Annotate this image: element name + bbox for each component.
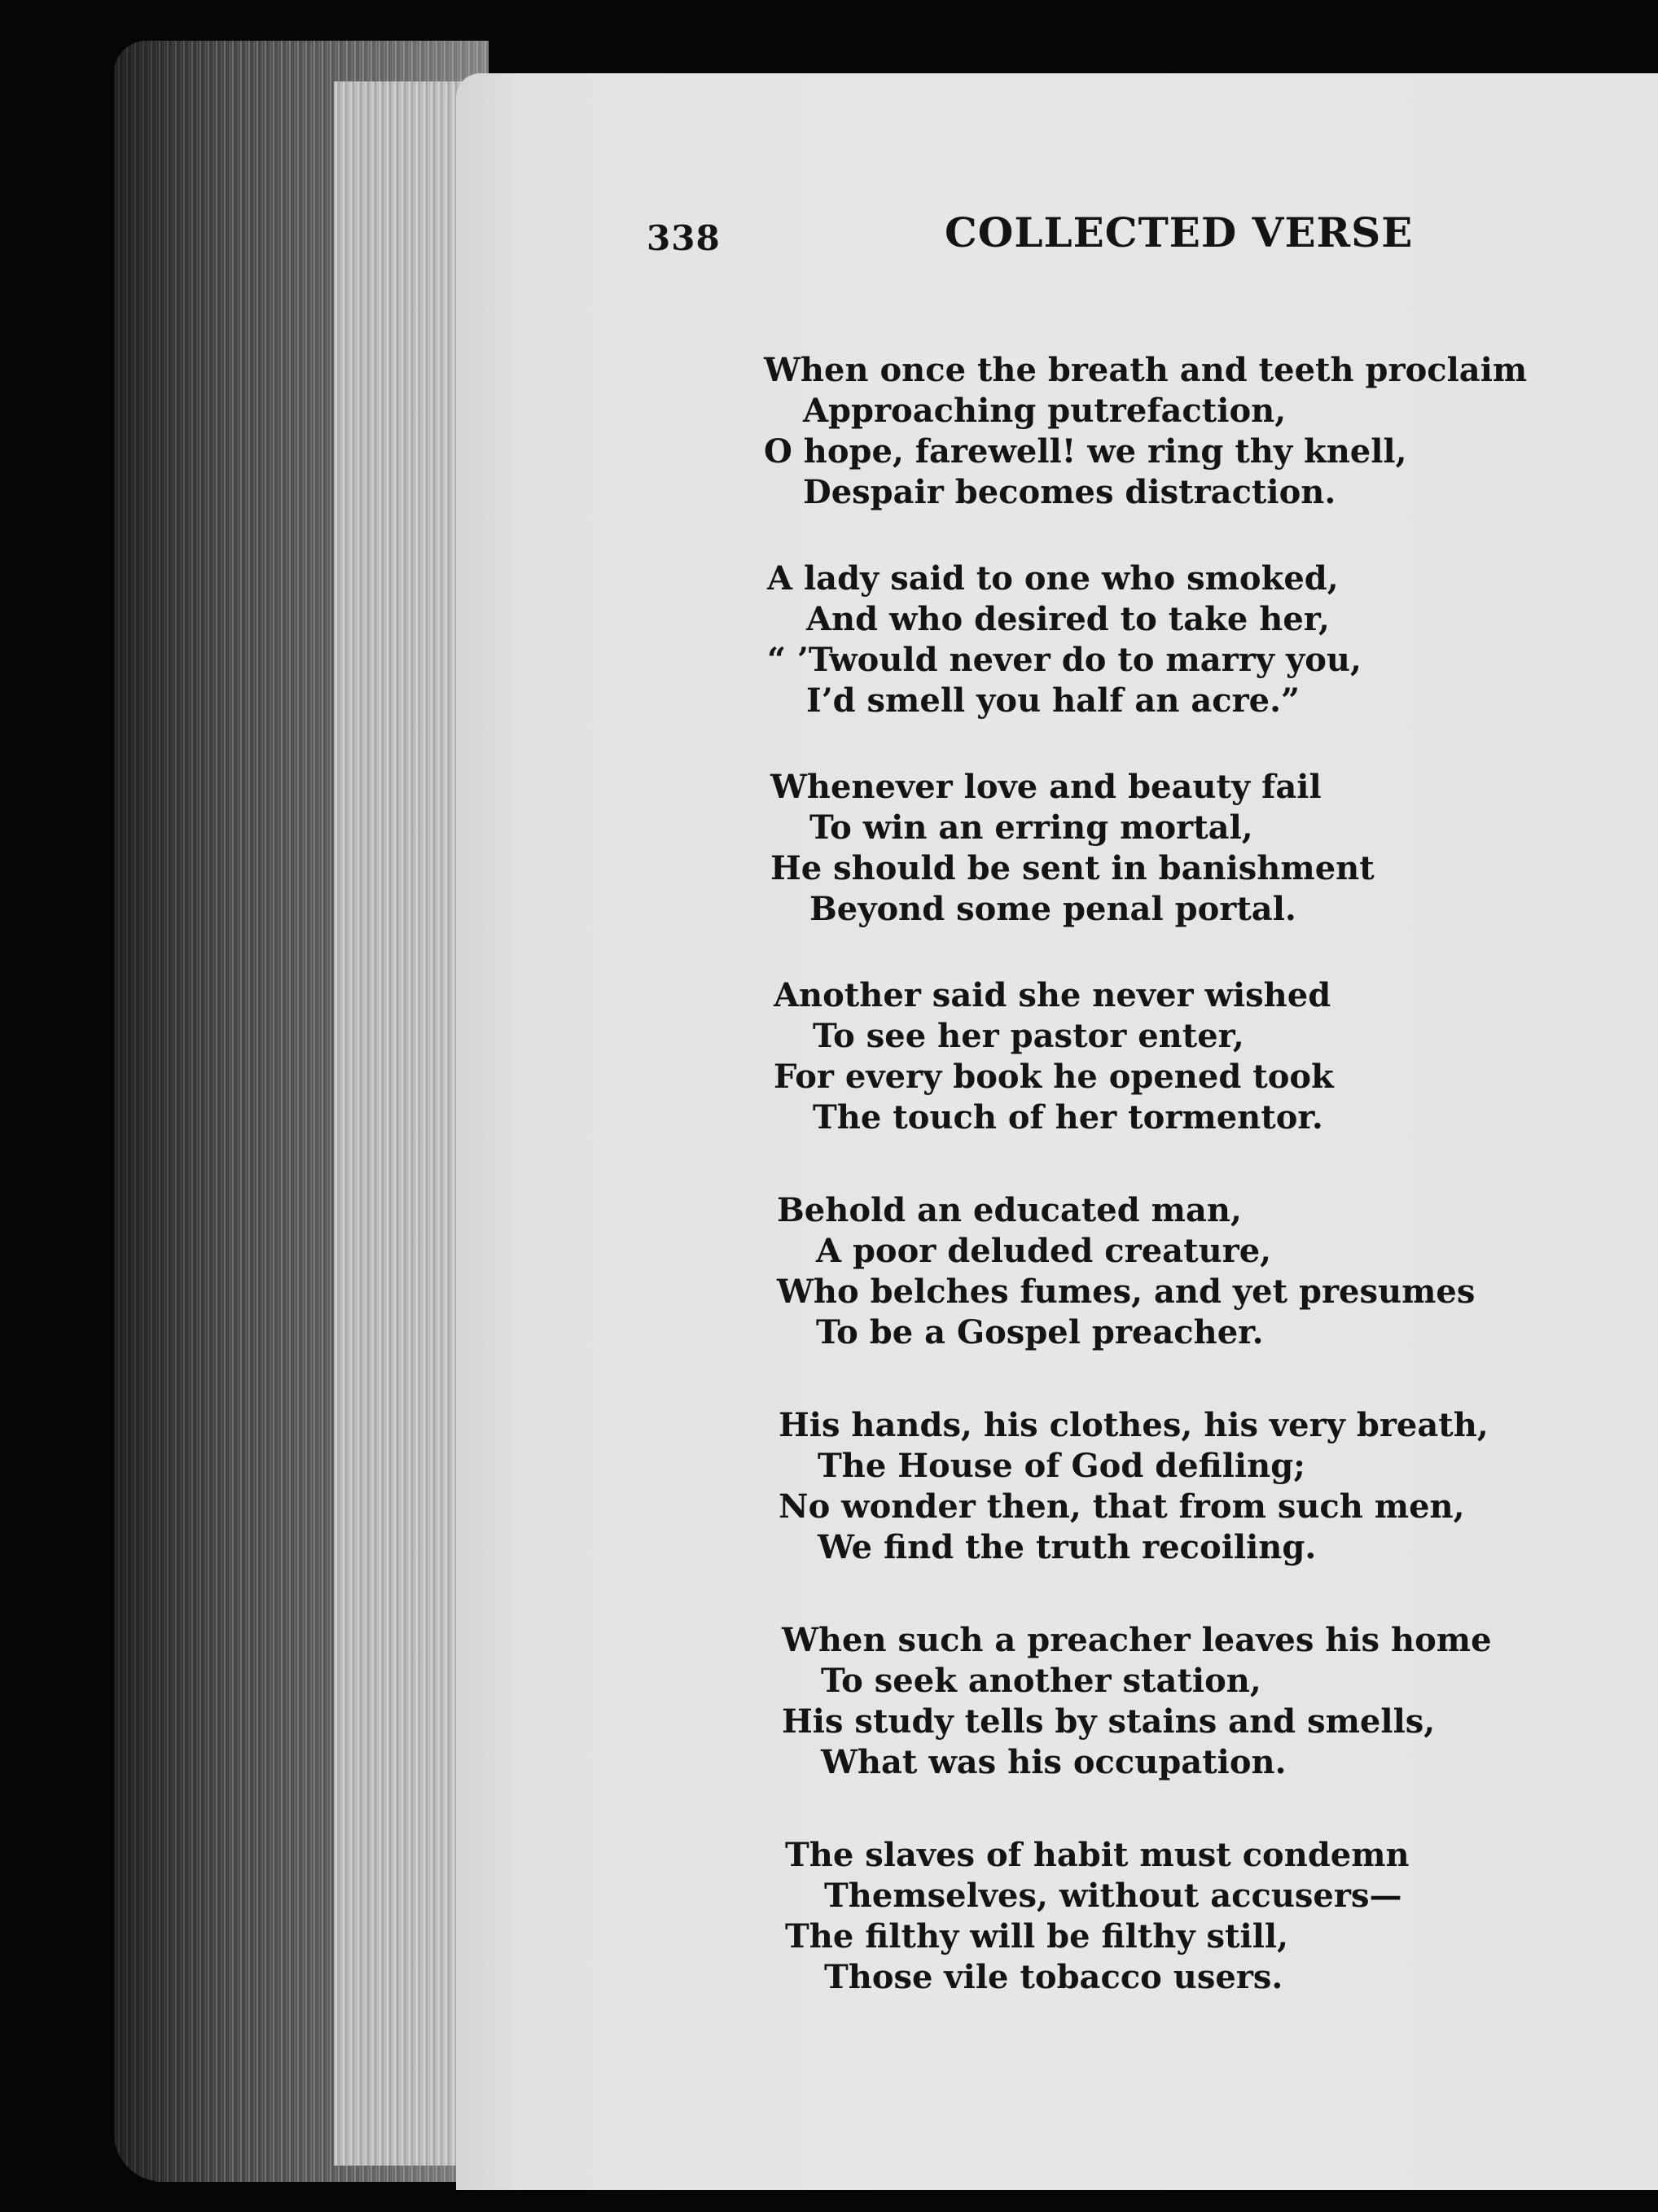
- stanza-5: [777, 1190, 1475, 1353]
- verse-line: Behold an educated man,: [777, 1191, 1242, 1229]
- verse-line: Whenever love and beauty fail: [770, 768, 1322, 806]
- page-number: 338: [647, 218, 721, 258]
- verse-line: When such a preacher leaves his home: [782, 1621, 1492, 1659]
- verse-line: To win an erring mortal,: [809, 808, 1253, 847]
- verse-line: His hands, his clothes, his very breath,: [779, 1406, 1489, 1444]
- verse-line: For every book he opened took: [774, 1058, 1334, 1096]
- verse-line: The House of God defiling;: [818, 1447, 1305, 1485]
- verse-line: Another said she never wished: [774, 976, 1331, 1014]
- verse-line: To see her pastor enter,: [813, 1017, 1244, 1055]
- stanza-4: [774, 975, 1334, 1138]
- verse-line: To seek another station,: [821, 1662, 1261, 1700]
- verse-line: The slaves of habit must condemn: [785, 1836, 1410, 1874]
- verse-line: The touch of her tormentor.: [813, 1098, 1323, 1137]
- running-head: COLLECTED VERSE: [945, 208, 1414, 256]
- verse-line: Despair becomes distraction.: [803, 473, 1336, 511]
- verse-line: Who belches fumes, and yet presumes: [777, 1272, 1476, 1311]
- verse-line: Themselves, without accusers—: [824, 1877, 1402, 1915]
- verse-line: The filthy will be filthy still,: [785, 1917, 1289, 1956]
- verse-line: We find the truth recoiling.: [818, 1528, 1317, 1566]
- verse-line: To be a Gospel preacher.: [816, 1313, 1264, 1351]
- verse-line: Approaching putrefaction,: [803, 392, 1287, 430]
- verse-line: I’d smell you half an acre.”: [806, 681, 1301, 720]
- verse-line: He should be sent in banishment: [770, 849, 1375, 887]
- stanza-1: [764, 350, 1527, 513]
- verse-line: And who desired to take her,: [806, 600, 1330, 638]
- verse-line: Those vile tobacco users.: [824, 1958, 1283, 1996]
- verse-line: O hope, farewell! we ring thy knell,: [764, 432, 1407, 471]
- page-text: [456, 73, 1658, 2190]
- book-page: [456, 73, 1658, 2190]
- stanza-7: [782, 1620, 1492, 1783]
- stanza-6: [779, 1405, 1489, 1568]
- stanza-3: [770, 767, 1375, 930]
- verse-line: Beyond some penal portal.: [809, 890, 1296, 928]
- stanza-2: [767, 558, 1362, 721]
- verse-line: His study tells by stains and smells,: [782, 1702, 1436, 1741]
- verse-line: What was his occupation.: [821, 1743, 1287, 1781]
- verse-line: When once the breath and teeth proclaim: [764, 351, 1528, 389]
- verse-line: A lady said to one who smoked,: [767, 559, 1339, 598]
- verse-line: “ ’Twould never do to marry you,: [767, 641, 1362, 679]
- verse-line: A poor deluded creature,: [816, 1232, 1272, 1270]
- stanza-8: [785, 1835, 1410, 1998]
- verse-line: No wonder then, that from such men,: [779, 1487, 1465, 1526]
